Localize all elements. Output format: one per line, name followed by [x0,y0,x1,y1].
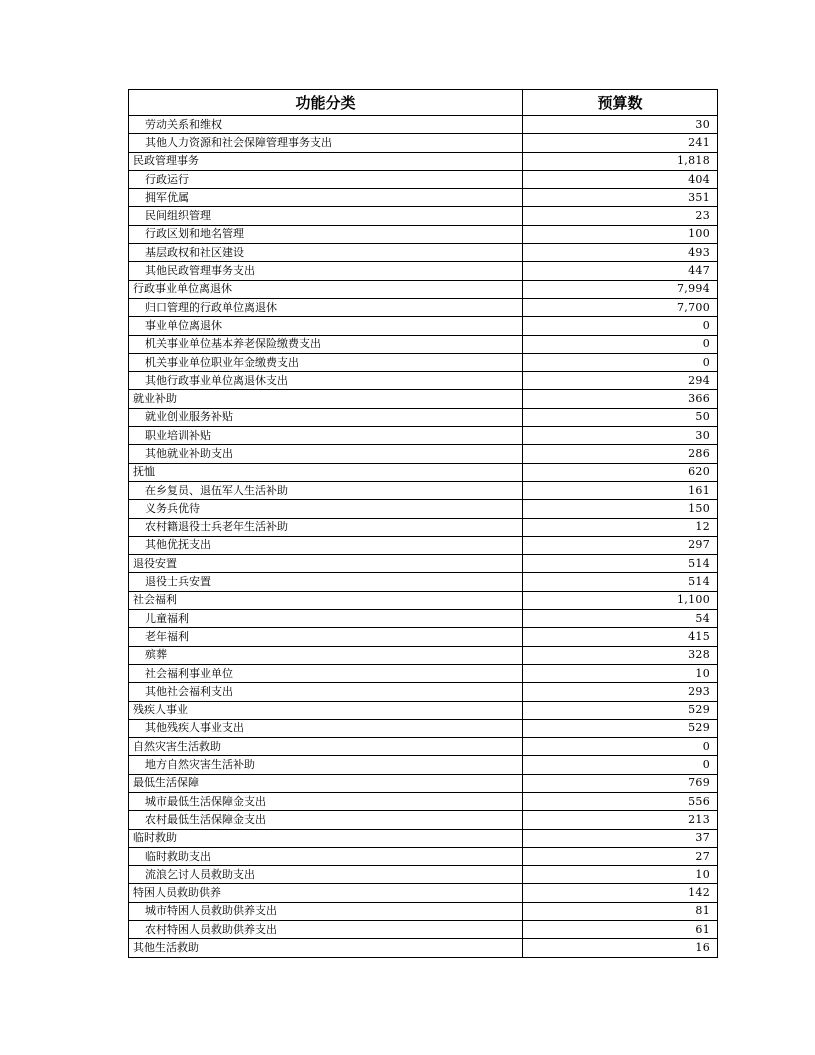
subcategory-cell: 职业培训补贴 [129,427,523,445]
budget-value-cell: 16 [523,939,718,957]
subcategory-cell: 临时救助支出 [129,847,523,865]
budget-value-cell: 0 [523,353,718,371]
subcategory-cell: 就业创业服务补贴 [129,408,523,426]
table-row [129,207,718,225]
table-row [129,262,718,280]
budget-value-cell: 50 [523,408,718,426]
table-row [129,939,718,957]
table-row [129,646,718,664]
table-row [129,189,718,207]
budget-value-cell: 81 [523,902,718,920]
subcategory-cell: 地方自然灾害生活补助 [129,756,523,774]
table-row [129,170,718,188]
table-row [129,116,718,134]
table-row [129,536,718,554]
budget-value-cell: 404 [523,170,718,188]
table-row [129,335,718,353]
table-row [129,134,718,152]
budget-value-cell: 415 [523,628,718,646]
budget-value-cell: 100 [523,225,718,243]
budget-value-cell: 12 [523,518,718,536]
budget-value-cell: 30 [523,427,718,445]
category-cell: 退役安置 [129,555,523,573]
budget-value-cell: 514 [523,555,718,573]
table-row [129,884,718,902]
budget-value-cell: 23 [523,207,718,225]
table-row [129,738,718,756]
budget-value-cell: 37 [523,829,718,847]
subcategory-cell: 劳动关系和维权 [129,116,523,134]
budget-value-cell: 366 [523,390,718,408]
table-row [129,353,718,371]
budget-value-cell: 142 [523,884,718,902]
table-row [129,756,718,774]
category-cell: 其他生活救助 [129,939,523,957]
subcategory-cell: 农村特困人员救助供养支出 [129,921,523,939]
table-row [129,774,718,792]
subcategory-cell: 归口管理的行政单位离退休 [129,298,523,316]
budget-value-cell: 10 [523,664,718,682]
subcategory-cell: 行政运行 [129,170,523,188]
table-row [129,298,718,316]
category-cell: 最低生活保障 [129,774,523,792]
table-row [129,591,718,609]
budget-value-cell: 447 [523,262,718,280]
table-row [129,664,718,682]
table-body [129,116,718,958]
budget-value-cell: 213 [523,811,718,829]
subcategory-cell: 民间组织管理 [129,207,523,225]
budget-value-cell: 493 [523,244,718,262]
budget-value-cell: 294 [523,372,718,390]
budget-value-cell: 351 [523,189,718,207]
table-row [129,390,718,408]
table-row [129,463,718,481]
subcategory-cell: 城市最低生活保障金支出 [129,792,523,810]
table-row [129,500,718,518]
subcategory-cell: 其他人力资源和社会保障管理事务支出 [129,134,523,152]
budget-value-cell: 297 [523,536,718,554]
budget-value-cell: 10 [523,866,718,884]
subcategory-cell: 城市特困人员救助供养支出 [129,902,523,920]
table-row [129,152,718,170]
subcategory-cell: 农村籍退役士兵老年生活补助 [129,518,523,536]
category-cell: 残疾人事业 [129,701,523,719]
subcategory-cell: 其他民政管理事务支出 [129,262,523,280]
budget-value-cell: 30 [523,116,718,134]
table-row [129,445,718,463]
table-row [129,719,718,737]
subcategory-cell: 流浪乞讨人员救助支出 [129,866,523,884]
subcategory-cell: 在乡复员、退伍军人生活补助 [129,481,523,499]
category-column-header: 功能分类 [129,90,523,116]
table-row [129,408,718,426]
subcategory-cell: 退役士兵安置 [129,573,523,591]
budget-value-cell: 769 [523,774,718,792]
table-row [129,921,718,939]
budget-value-cell: 54 [523,610,718,628]
category-cell: 民政管理事务 [129,152,523,170]
category-cell: 社会福利 [129,591,523,609]
category-cell: 自然灾害生活救助 [129,738,523,756]
budget-value-cell: 0 [523,317,718,335]
budget-value-cell: 293 [523,683,718,701]
subcategory-cell: 殡葬 [129,646,523,664]
table-row [129,610,718,628]
subcategory-cell: 其他残疾人事业支出 [129,719,523,737]
budget-value-cell: 529 [523,701,718,719]
table-row [129,244,718,262]
budget-value-cell: 328 [523,646,718,664]
subcategory-cell: 社会福利事业单位 [129,664,523,682]
subcategory-cell: 事业单位离退休 [129,317,523,335]
category-cell: 就业补助 [129,390,523,408]
table-row [129,829,718,847]
subcategory-cell: 基层政权和社区建设 [129,244,523,262]
table-row [129,902,718,920]
budget-value-cell: 7,700 [523,298,718,316]
subcategory-cell: 其他社会福利支出 [129,683,523,701]
budget-value-cell: 161 [523,481,718,499]
table-row [129,792,718,810]
table-row [129,555,718,573]
table-row [129,847,718,865]
budget-value-cell: 556 [523,792,718,810]
budget-value-cell: 620 [523,463,718,481]
category-cell: 抚恤 [129,463,523,481]
budget-value-cell: 286 [523,445,718,463]
budget-value-cell: 27 [523,847,718,865]
subcategory-cell: 义务兵优待 [129,500,523,518]
subcategory-cell: 老年福利 [129,628,523,646]
budget-table [128,89,718,958]
budget-value-cell: 0 [523,756,718,774]
table-row [129,628,718,646]
budget-value-cell: 0 [523,738,718,756]
table-row [129,372,718,390]
table-row [129,683,718,701]
table-row [129,866,718,884]
table-row [129,518,718,536]
table-row [129,811,718,829]
header-row [129,90,718,116]
table-row [129,427,718,445]
table-row [129,280,718,298]
table-row [129,317,718,335]
subcategory-cell: 儿童福利 [129,610,523,628]
subcategory-cell: 其他就业补助支出 [129,445,523,463]
subcategory-cell: 其他优抚支出 [129,536,523,554]
subcategory-cell: 农村最低生活保障金支出 [129,811,523,829]
budget-value-cell: 241 [523,134,718,152]
subcategory-cell: 机关事业单位职业年金缴费支出 [129,353,523,371]
budget-value-cell: 514 [523,573,718,591]
table-row [129,481,718,499]
budget-value-cell: 0 [523,335,718,353]
budget-value-cell: 7,994 [523,280,718,298]
category-cell: 行政事业单位离退休 [129,280,523,298]
table-row [129,573,718,591]
budget-value-cell: 61 [523,921,718,939]
category-cell: 特困人员救助供养 [129,884,523,902]
subcategory-cell: 机关事业单位基本养老保险缴费支出 [129,335,523,353]
subcategory-cell: 行政区划和地名管理 [129,225,523,243]
subcategory-cell: 拥军优属 [129,189,523,207]
budget-column-header: 预算数 [523,90,718,116]
subcategory-cell: 其他行政事业单位离退休支出 [129,372,523,390]
category-cell: 临时救助 [129,829,523,847]
table-row [129,225,718,243]
budget-value-cell: 1,100 [523,591,718,609]
budget-value-cell: 150 [523,500,718,518]
table-row [129,701,718,719]
budget-value-cell: 1,818 [523,152,718,170]
budget-value-cell: 529 [523,719,718,737]
